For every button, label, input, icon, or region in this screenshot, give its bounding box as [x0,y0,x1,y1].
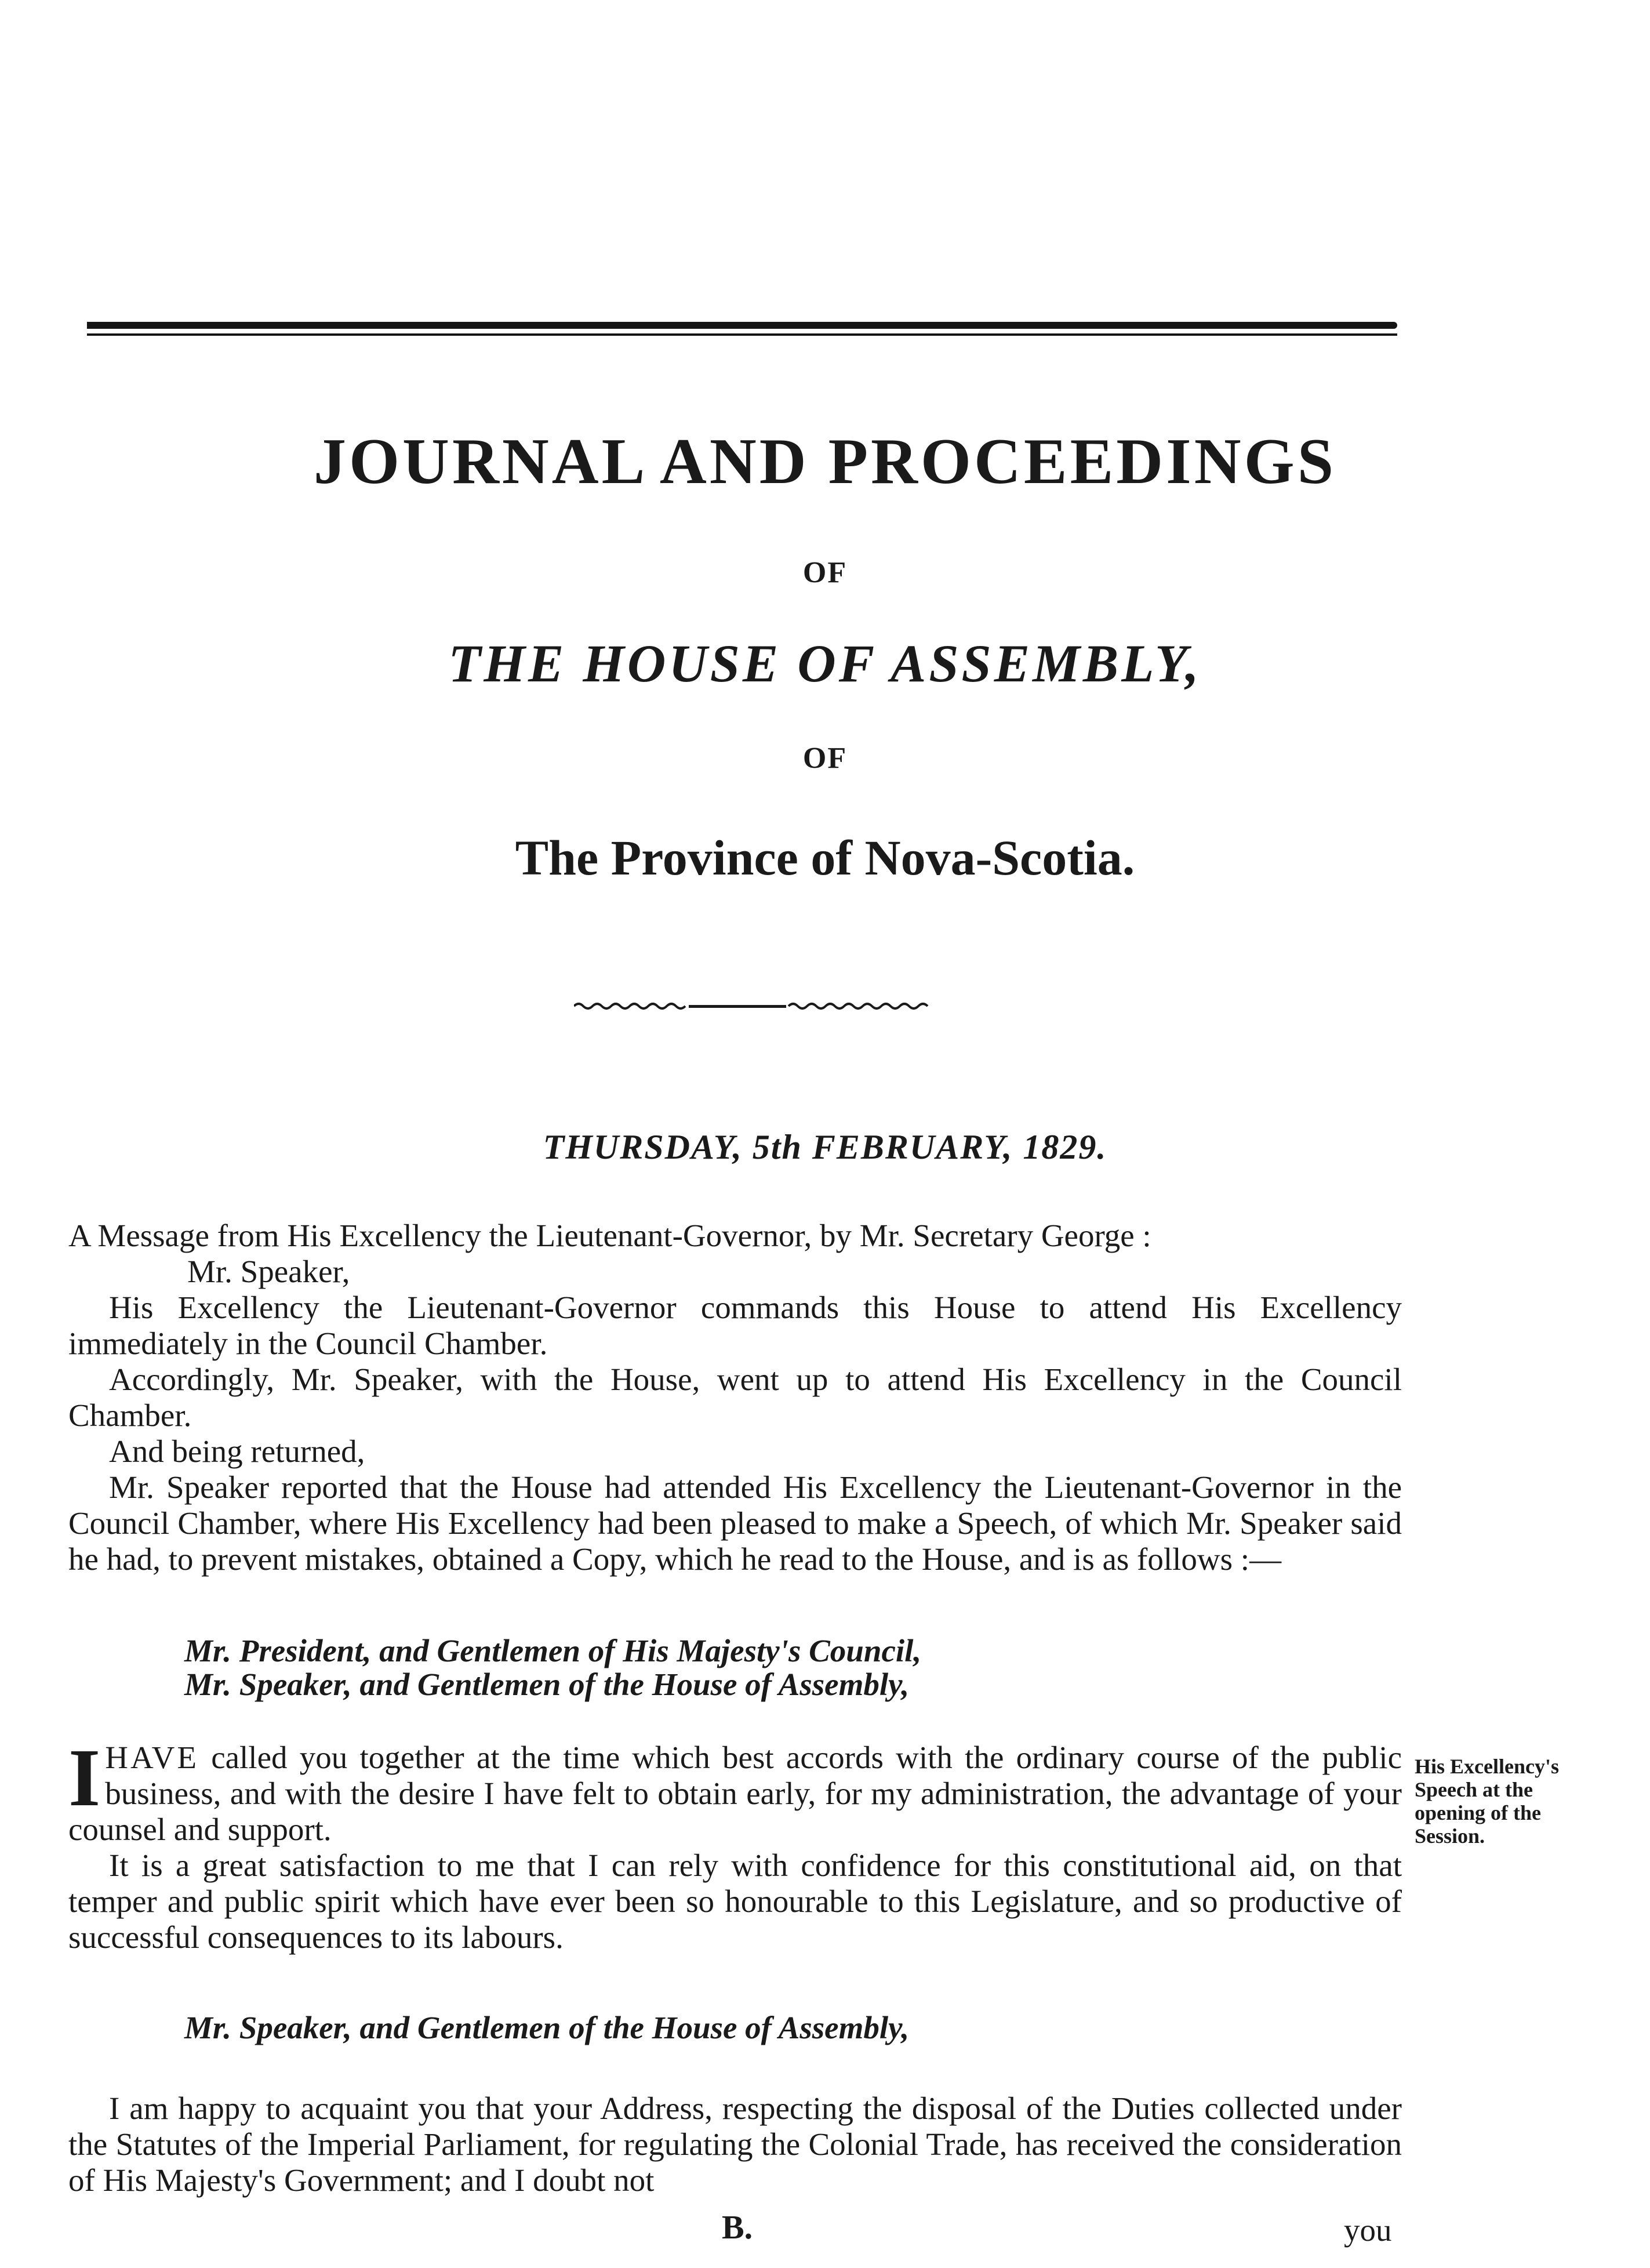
message-returned: And being returned, [109,1434,365,1469]
speech-paragraph-2: It is a great satisfaction to me that I can rely with confidence for this constitutional aid, on that temper and public spirit which have ever been so honourable to this Legislature, and so productive of successful consequences to its labours. [68,1848,1402,1955]
session-date: THURSDAY, 5th FEBRUARY, 1829. [543,1128,1107,1166]
message-command: His Excellency the Lieutenant-Governor commands this House to attend His Excellency immediately in the Council Chamber. [68,1290,1402,1361]
speech-salutations [184,1634,1402,1701]
catchword: you [1344,2212,1392,2248]
title-of-2: OF [802,742,848,775]
signature-mark: B. [722,2208,753,2246]
message-address: Mr. Speaker, [187,1254,350,1289]
message-opening: A Message from His Excellency the Lieutenant-Governor, by Mr. Secretary George : [68,1218,1151,1253]
speech-paragraph-3-section [68,2091,1402,2198]
title-journal: JOURNAL AND PROCEEDINGS [313,426,1337,498]
salutation-council: Mr. President, and Gentlemen of His Majesty's Council, [184,1633,922,1668]
speech-paragraph-1 [68,1732,1402,1848]
message-accordingly: Accordingly, Mr. Speaker, with the House, went up to attend His Excellency in the Council Chamber. [68,1362,1402,1433]
speech-paragraph-1-text: called you together at the time which best accords with the ordinary course of the public business, and with the desire I have felt to obtain early, for my administration, the advantage of your counsel and support. [68,1740,1402,1847]
title-of-1: OF [802,556,848,589]
title-house-of-assembly: THE HOUSE OF ASSEMBLY, [448,634,1202,693]
speech-paragraph-3: I am happy to acquaint you that your Address, respecting the disposal of the Duties collected under the Statutes of the Imperial Parliament, for regulating the Colonial Trade, has received the consideration of His Majesty's Government; and I doubt not [68,2091,1402,2198]
salutation-assembly-2: Mr. Speaker, and Gentlemen of the House of Assembly, [184,2010,910,2045]
drop-cap: I [68,1732,101,1823]
ornamental-divider [574,997,933,1015]
speech-first-word: HAVE [105,1740,199,1775]
message-report: Mr. Speaker reported that the House had attended His Excellency the Lieutenant-Governor in the Council Chamber, where His Excellency had been pleased to make a Speech, of which Mr. Speaker said he had, to prevent mistakes, obtained a Copy, which he read to the House, and is as follows :— [68,1469,1402,1577]
message-section [68,1218,1402,1577]
salutation-assembly: Mr. Speaker, and Gentlemen of the House of Assembly, [184,1667,910,1702]
speech-opening-section [68,1732,1402,1955]
title-province: The Province of Nova-Scotia. [515,830,1135,886]
margin-note: His Excellency's Speech at the opening of the Session. [1415,1755,1559,1848]
